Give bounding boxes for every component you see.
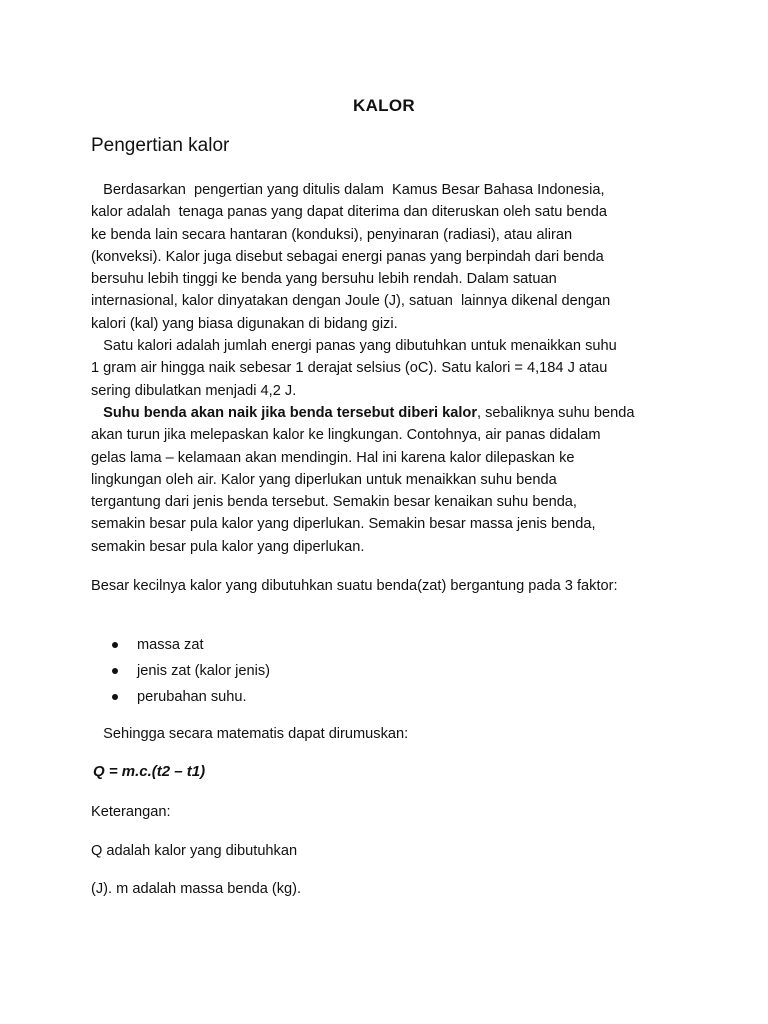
paragraph-line: sering dibulatkan menjadi 4,2 J. [91, 382, 297, 399]
paragraph-line: semakin besar pula kalor yang diperlukan. [91, 538, 365, 555]
paragraph-line [91, 402, 691, 424]
list-item [91, 632, 270, 658]
paragraph-line: (konveksi). Kalor juga disebut sebagai energi panas yang berpindah dari benda [91, 248, 604, 265]
bullet-icon [112, 642, 118, 648]
list-item-label: perubahan suhu. [137, 689, 247, 705]
bullet-icon [112, 668, 118, 674]
paragraph-line: Berdasarkan pengertian yang ditulis dalam Kamus Besar Bahasa Indonesia, [91, 182, 605, 198]
paragraph-definition [91, 179, 691, 558]
paragraph-line: lingkungan oleh air. Kalor yang diperlukan untuk menaikkan suhu benda [91, 471, 557, 488]
paragraph-line: tergantung dari jenis benda tersebut. Semakin besar kenaikan suhu benda, [91, 494, 577, 511]
paragraph-line: Keterangan: [91, 804, 171, 820]
heat-formula: Q = m.c.(t2 – t1) [93, 763, 206, 780]
factor-list [91, 632, 270, 710]
paragraph-line: kalori (kal) yang biasa digunakan di bidang gizi. [91, 315, 398, 332]
keterangan-line [91, 840, 691, 862]
keterangan-label [91, 801, 691, 823]
paragraph-line: kalor adalah tenaga panas yang dapat diterima dan diteruskan oleh satu benda [91, 204, 608, 221]
paragraph-line: akan turun jika melepaskan kalor ke lingkungan. Contohnya, air panas didalam [91, 427, 601, 444]
section-heading: Pengertian kalor [91, 135, 230, 156]
keterangan-line [91, 878, 691, 900]
paragraph-line: internasional, kalor dinyatakan dengan Joule (J), satuan lainnya dikenal dengan [91, 293, 611, 310]
paragraph-line: ke benda lain secara hantaran (konduksi), penyinaran (radiasi), atau aliran [91, 226, 573, 243]
paragraph-line: Besar kecilnya kalor yang dibutuhkan suatu benda(zat) bergantung pada 3 faktor: [91, 578, 618, 594]
paragraph-line: 1 gram air hingga naik sebesar 1 derajat selsius (oC). Satu kalori = 4,184 J atau [91, 360, 608, 377]
lead-line-rest: , sebaliknya suhu benda [477, 404, 635, 421]
paragraph-line: (J). m adalah massa benda (kg). [91, 881, 302, 897]
list-item-label: jenis zat (kalor jenis) [137, 663, 271, 679]
bold-lead-text: Suhu benda akan naik jika benda tersebut diberi kalor [91, 404, 478, 421]
list-item [91, 658, 270, 684]
paragraph-formula-intro [91, 723, 691, 745]
paragraph-line: bersuhu lebih tinggi ke benda yang bersuhu lebih rendah. Dalam satuan [91, 271, 557, 288]
paragraph-line: gelas lama – kelamaan akan mendingin. Hal ini karena kalor dilepaskan ke [91, 449, 575, 466]
paragraph-line: Q adalah kalor yang dibutuhkan [91, 843, 298, 859]
list-item-label: massa zat [137, 637, 204, 653]
paragraph-factors-intro [91, 575, 691, 597]
bullet-icon [112, 694, 118, 700]
document-title: KALOR [353, 96, 415, 115]
paragraph-line: Sehingga secara matematis dapat dirumuskan: [91, 726, 409, 742]
paragraph-line: semakin besar pula kalor yang diperlukan. Semakin besar massa jenis benda, [91, 516, 596, 533]
list-item [91, 684, 270, 710]
paragraph-line: Satu kalori adalah jumlah energi panas yang dibutuhkan untuk menaikkan suhu [91, 338, 617, 355]
